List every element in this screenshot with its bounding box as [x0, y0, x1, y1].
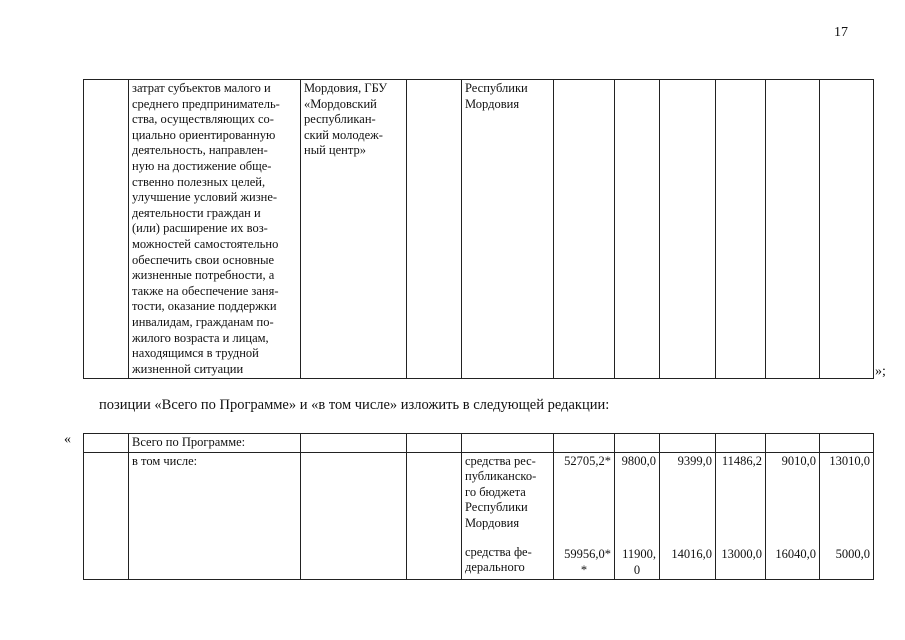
- empty-cell: [554, 434, 615, 453]
- executor-line: Мордовия, ГБУ: [304, 81, 388, 95]
- empty-cell: [407, 452, 462, 580]
- value: 0: [633, 562, 641, 577]
- closing-quote: »;: [875, 364, 886, 379]
- funding-sources-cell: [462, 452, 554, 580]
- value: 9399,0: [677, 453, 712, 468]
- total-label: Всего по Программе:: [129, 434, 301, 453]
- description-line: (или) расширение их воз-: [132, 221, 268, 236]
- value-cell: [660, 80, 716, 379]
- description-line: затрат субъектов малого и: [132, 81, 271, 95]
- description-line: среднего предприниматель-: [132, 96, 280, 111]
- description-line: жилого возраста и лицам,: [132, 330, 269, 345]
- description-line: улучшение условий жизне-: [132, 190, 278, 205]
- year-value-cell: [820, 452, 874, 580]
- value: 9800,0: [621, 453, 656, 468]
- executor-line: республикан-: [304, 112, 376, 127]
- source-line: Республики: [465, 500, 528, 515]
- executor-line: «Мордовский: [304, 96, 377, 111]
- description-line: жизненной ситуации: [132, 361, 244, 376]
- description-line: деятельности граждан и: [132, 205, 261, 220]
- value: 59956,0*: [564, 547, 611, 562]
- value: 11900,: [622, 547, 656, 562]
- empty-cell: [615, 434, 660, 453]
- description-line: ства, осуществляющих со-: [132, 112, 274, 127]
- value: *: [580, 562, 588, 577]
- description-line: обеспечить свои основные: [132, 252, 275, 267]
- empty-cell: [766, 434, 820, 453]
- source-line: Мордовия: [465, 515, 520, 530]
- empty-cell: [660, 434, 716, 453]
- value: 52705,2*: [564, 453, 611, 468]
- opening-quote: «: [64, 432, 71, 447]
- including-label: в том числе:: [129, 452, 301, 580]
- amendment-paragraph: позиции «Всего по Программе» и «в том числе» изложить в следующей редакции:: [99, 397, 610, 413]
- empty-cell: [716, 434, 766, 453]
- number-cell: [84, 434, 129, 453]
- page-number: 17: [834, 25, 848, 40]
- description-line: также на обеспечение заня-: [132, 283, 279, 298]
- description-line: можностей самостоятельно: [132, 236, 279, 251]
- description-line: деятельность, направлен-: [132, 143, 268, 158]
- empty-cell: [820, 434, 874, 453]
- value: 5000,0: [835, 547, 870, 562]
- year-value-cell: [660, 452, 716, 580]
- program-totals-table: [83, 433, 874, 580]
- number-cell: [84, 452, 129, 580]
- value: 16040,0: [775, 547, 816, 562]
- description-line: тости, оказание поддержки: [132, 299, 277, 314]
- description-line: ную на достижение обще-: [132, 158, 272, 173]
- description-line: ственно полезных целей,: [132, 174, 266, 189]
- description-line: жизненные потребности, а: [132, 268, 275, 283]
- value-cell: [554, 80, 615, 379]
- empty-cell: [407, 434, 462, 453]
- description-line: находящимся в трудной: [132, 346, 259, 361]
- year-value-cell: [615, 452, 660, 580]
- source-line: Мордовия: [465, 96, 520, 111]
- value: 13010,0: [829, 453, 870, 468]
- executor-line: ный центр»: [304, 143, 366, 158]
- source-line: го бюджета: [465, 484, 526, 499]
- empty-cell: [301, 452, 407, 580]
- empty-cell: [301, 434, 407, 453]
- year-value-cell: [716, 452, 766, 580]
- executor-line: ский молодеж-: [304, 127, 383, 142]
- funding-source-cell: [462, 80, 554, 379]
- measure-description-cell: [129, 80, 301, 379]
- description-line: циально ориентированную: [132, 127, 276, 142]
- source-line: Республики: [465, 81, 528, 95]
- value-cell: [820, 80, 874, 379]
- executor-cell: [301, 80, 407, 379]
- program-table-fragment: [83, 79, 874, 379]
- year-value-cell: [766, 452, 820, 580]
- source-line: дерального: [465, 560, 525, 575]
- value-cell: [615, 80, 660, 379]
- empty-cell: [462, 434, 554, 453]
- description-line: инвалидам, гражданам по-: [132, 314, 274, 329]
- empty-cell: [407, 80, 462, 379]
- value: 9010,0: [781, 453, 816, 468]
- value: 14016,0: [671, 547, 712, 562]
- source-line: публиканско-: [465, 469, 537, 484]
- value-cell: [716, 80, 766, 379]
- total-value-cell: [554, 452, 615, 580]
- source-line: средства рес-: [465, 453, 536, 468]
- total-row: [84, 434, 874, 453]
- value: 13000,0: [721, 547, 762, 562]
- including-row: [84, 452, 874, 580]
- source-line: средства фе-: [465, 544, 532, 559]
- value: 11486,2: [721, 453, 762, 468]
- number-cell: [84, 80, 129, 379]
- value-cell: [766, 80, 820, 379]
